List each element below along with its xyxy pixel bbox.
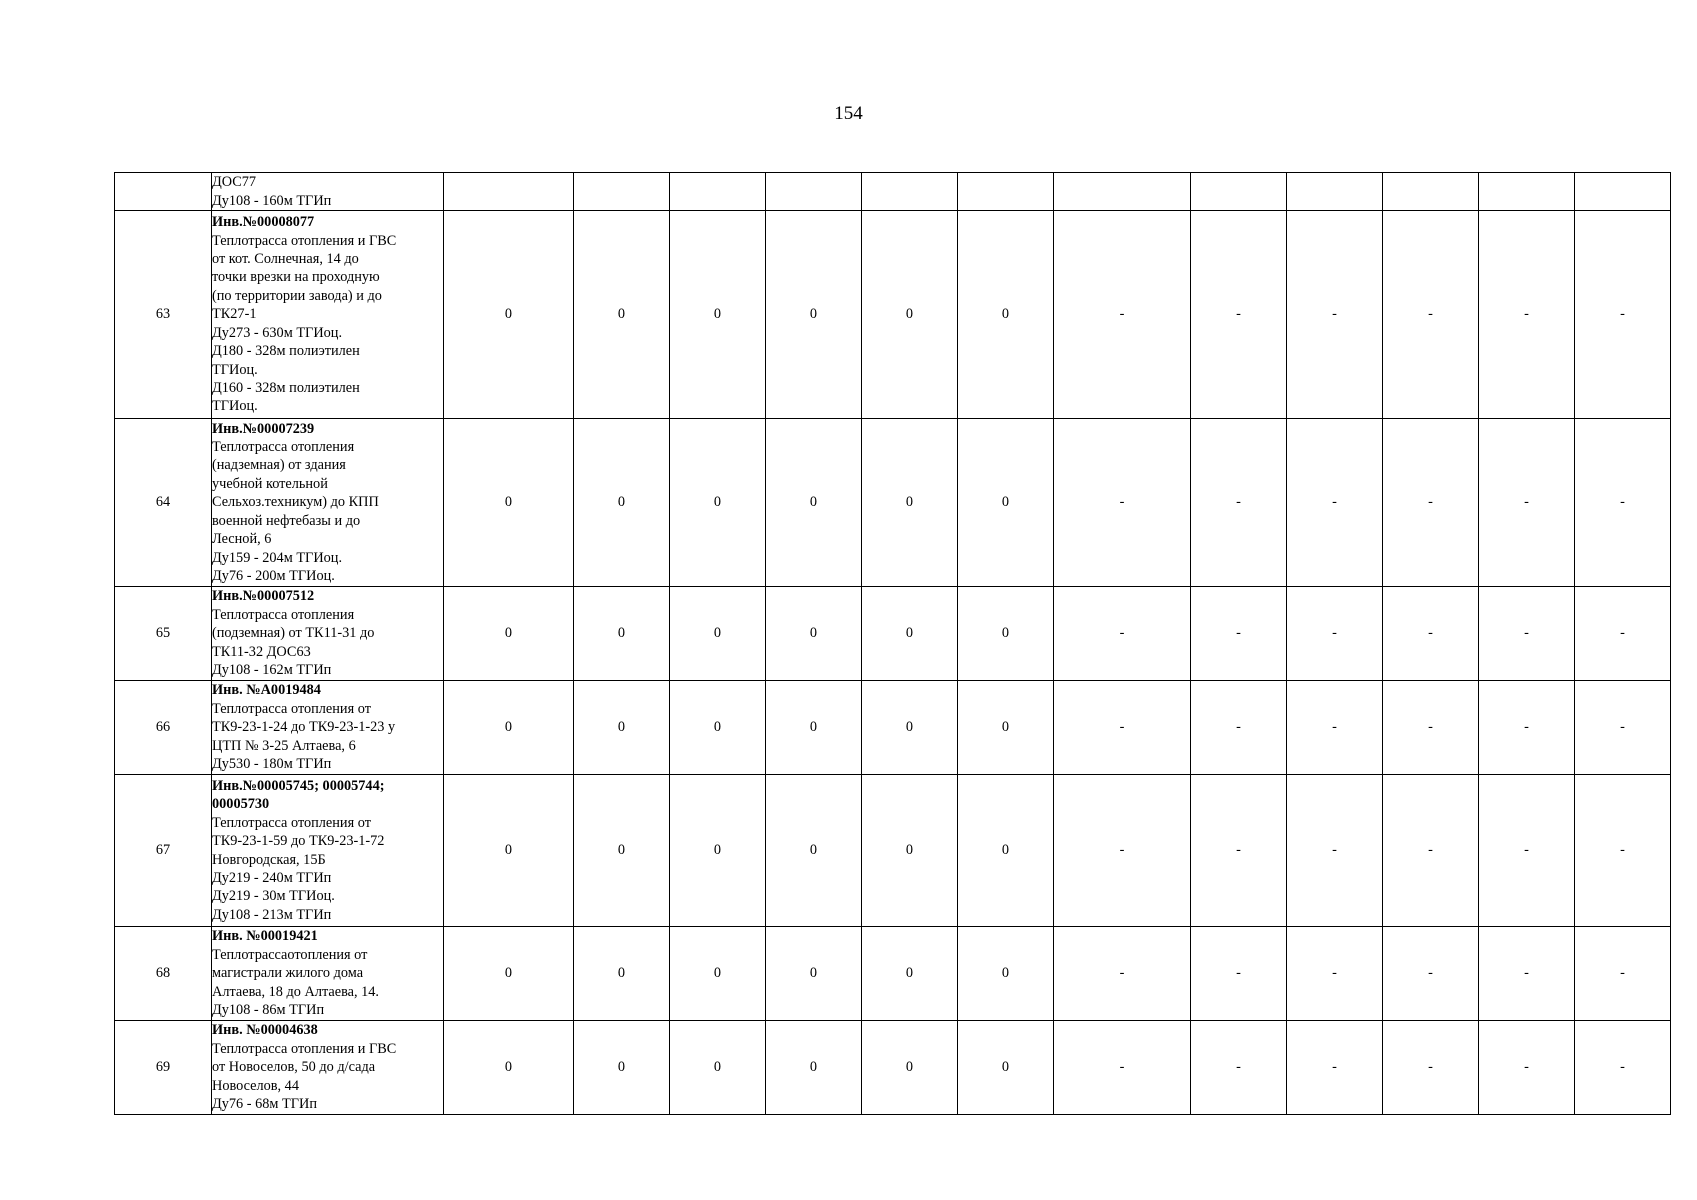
- value-cell: 0: [958, 681, 1054, 775]
- value-cell: 0: [958, 775, 1054, 927]
- value-cell: 0: [670, 1021, 766, 1115]
- value-cell: 0: [766, 587, 862, 681]
- value-cell: -: [1054, 587, 1191, 681]
- value-cell: -: [1054, 681, 1191, 775]
- value-cell: 0: [444, 927, 574, 1021]
- value-cell: [958, 173, 1054, 211]
- inventory-number: Инв.№00007239: [212, 420, 315, 437]
- value-cell: 0: [444, 1021, 574, 1115]
- value-cell: -: [1191, 1021, 1287, 1115]
- value-cell: -: [1383, 587, 1479, 681]
- table-row: [115, 927, 1671, 1021]
- value-cell: 0: [862, 927, 958, 1021]
- value-cell: [1287, 173, 1383, 211]
- value-cell: -: [1383, 211, 1479, 419]
- object-description-cell: [212, 681, 444, 775]
- value-cell: -: [1287, 927, 1383, 1021]
- value-cell: -: [1383, 927, 1479, 1021]
- row-number-cell: 68: [115, 927, 212, 1021]
- value-cell: 0: [670, 927, 766, 1021]
- value-cell: 0: [766, 1021, 862, 1115]
- inventory-number: Инв. №А0019484: [212, 682, 321, 699]
- value-cell: -: [1479, 927, 1575, 1021]
- value-cell: 0: [862, 775, 958, 927]
- value-cell: -: [1575, 419, 1671, 587]
- value-cell: -: [1479, 587, 1575, 681]
- value-cell: -: [1191, 587, 1287, 681]
- value-cell: 0: [574, 587, 670, 681]
- value-cell: -: [1054, 419, 1191, 587]
- row-number-cell: 69: [115, 1021, 212, 1115]
- value-cell: 0: [766, 775, 862, 927]
- value-cell: -: [1479, 1021, 1575, 1115]
- value-cell: 0: [862, 211, 958, 419]
- table-row: [115, 587, 1671, 681]
- object-description-text: Теплотрасса отопления и ГВС от кот. Солнечная, 14 до точки врезки на проходную (по территории завода) и до ТК27-1 Ду273 - 630м ТГИоц. Д180 - 328м полиэтилен ТГИоц. Д160 - 328м полиэтилен ТГИоц.: [212, 232, 397, 415]
- value-cell: -: [1054, 211, 1191, 419]
- table-row: [115, 1021, 1671, 1115]
- value-cell: -: [1575, 927, 1671, 1021]
- value-cell: [1479, 173, 1575, 211]
- page-number: 154: [834, 103, 863, 124]
- value-cell: 0: [574, 1021, 670, 1115]
- value-cell: [766, 173, 862, 211]
- table-row: [115, 419, 1671, 587]
- value-cell: -: [1191, 419, 1287, 587]
- value-cell: [670, 173, 766, 211]
- value-cell: -: [1575, 1021, 1671, 1115]
- row-number-cell: [115, 173, 212, 211]
- row-number-cell: 66: [115, 681, 212, 775]
- object-description-cell: [212, 211, 444, 419]
- value-cell: [1575, 173, 1671, 211]
- value-cell: -: [1575, 211, 1671, 419]
- value-cell: 0: [958, 419, 1054, 587]
- value-cell: 0: [670, 211, 766, 419]
- value-cell: 0: [862, 681, 958, 775]
- value-cell: 0: [862, 587, 958, 681]
- value-cell: 0: [444, 587, 574, 681]
- value-cell: -: [1191, 927, 1287, 1021]
- value-cell: -: [1287, 775, 1383, 927]
- object-description-text: Теплотрасса отопления и ГВС от Новоселов, 50 до д/сада Новоселов, 44 Ду76 - 68м ТГИп: [212, 1040, 397, 1113]
- value-cell: -: [1575, 775, 1671, 927]
- value-cell: -: [1191, 211, 1287, 419]
- row-number-cell: 63: [115, 211, 212, 419]
- object-description-text: Теплотрасса отопления от ТК9-23-1-59 до ТК9-23-1-72 Новгородская, 15Б Ду219 - 240м ТГИп Ду219 - 30м ТГИоц. Ду108 - 213м ТГИп: [212, 814, 385, 923]
- value-cell: -: [1287, 1021, 1383, 1115]
- table-row: [115, 173, 1671, 211]
- pipeline-register-table: [114, 172, 1671, 1115]
- value-cell: -: [1287, 587, 1383, 681]
- value-cell: 0: [574, 681, 670, 775]
- value-cell: 0: [574, 775, 670, 927]
- table-row: [115, 211, 1671, 419]
- object-description-cell: [212, 173, 444, 211]
- inventory-number: Инв.№00008077: [212, 214, 315, 231]
- value-cell: 0: [766, 927, 862, 1021]
- value-cell: 0: [670, 775, 766, 927]
- value-cell: -: [1479, 419, 1575, 587]
- value-cell: 0: [862, 419, 958, 587]
- object-description-cell: [212, 927, 444, 1021]
- value-cell: [444, 173, 574, 211]
- value-cell: 0: [958, 211, 1054, 419]
- value-cell: -: [1479, 775, 1575, 927]
- value-cell: 0: [958, 1021, 1054, 1115]
- value-cell: -: [1383, 1021, 1479, 1115]
- object-description-cell: [212, 1021, 444, 1115]
- value-cell: -: [1575, 681, 1671, 775]
- inventory-number: Инв.№00005745; 00005744; 00005730: [212, 777, 385, 813]
- value-cell: [1383, 173, 1479, 211]
- object-description-cell: [212, 775, 444, 927]
- inventory-number: Инв. №00019421: [212, 928, 318, 945]
- value-cell: 0: [444, 681, 574, 775]
- object-description-text: Теплотрасса отопления (подземная) от ТК11-31 до ТК11-32 ДОС63 Ду108 - 162м ТГИп: [212, 606, 375, 679]
- value-cell: -: [1054, 775, 1191, 927]
- object-description-text: Теплотрасса отопления от ТК9-23-1-24 до ТК9-23-1-23 у ЦТП № 3-25 Алтаева, 6 Ду530 - 180м ТГИп: [212, 700, 396, 773]
- value-cell: 0: [574, 927, 670, 1021]
- value-cell: -: [1054, 927, 1191, 1021]
- value-cell: 0: [444, 211, 574, 419]
- value-cell: 0: [766, 681, 862, 775]
- value-cell: 0: [574, 419, 670, 587]
- value-cell: -: [1191, 775, 1287, 927]
- value-cell: [1054, 173, 1191, 211]
- object-description-text: ДОС77 Ду108 - 160м ТГИп: [212, 174, 332, 209]
- value-cell: [574, 173, 670, 211]
- value-cell: -: [1575, 587, 1671, 681]
- object-description-cell: [212, 419, 444, 587]
- value-cell: -: [1054, 1021, 1191, 1115]
- value-cell: 0: [444, 419, 574, 587]
- object-description-text: Теплотрассаотопления от магистрали жилого дома Алтаева, 18 до Алтаева, 14. Ду108 - 86м ТГИп: [212, 946, 379, 1019]
- value-cell: 0: [766, 419, 862, 587]
- value-cell: [862, 173, 958, 211]
- inventory-number: Инв. №00004638: [212, 1022, 318, 1039]
- row-number-cell: 65: [115, 587, 212, 681]
- value-cell: 0: [574, 211, 670, 419]
- value-cell: 0: [670, 587, 766, 681]
- inventory-number: Инв.№00007512: [212, 588, 315, 605]
- value-cell: 0: [444, 775, 574, 927]
- value-cell: -: [1191, 681, 1287, 775]
- value-cell: -: [1287, 419, 1383, 587]
- row-number-cell: 67: [115, 775, 212, 927]
- value-cell: -: [1383, 419, 1479, 587]
- value-cell: -: [1383, 681, 1479, 775]
- object-description-cell: [212, 587, 444, 681]
- value-cell: 0: [670, 419, 766, 587]
- value-cell: 0: [670, 681, 766, 775]
- table-row: [115, 681, 1671, 775]
- value-cell: 0: [862, 1021, 958, 1115]
- row-number-cell: 64: [115, 419, 212, 587]
- value-cell: 0: [958, 587, 1054, 681]
- value-cell: -: [1479, 211, 1575, 419]
- value-cell: -: [1479, 681, 1575, 775]
- object-description-text: Теплотрасса отопления (надземная) от здания учебной котельной Сельхоз.техникум) до КПП военной нефтебазы и до Лесной, 6 Ду159 - 204м ТГИоц. Ду76 - 200м ТГИоц.: [212, 439, 379, 584]
- value-cell: [1191, 173, 1287, 211]
- value-cell: 0: [958, 927, 1054, 1021]
- value-cell: -: [1383, 775, 1479, 927]
- value-cell: -: [1287, 211, 1383, 419]
- table-row: [115, 775, 1671, 927]
- value-cell: -: [1287, 681, 1383, 775]
- value-cell: 0: [766, 211, 862, 419]
